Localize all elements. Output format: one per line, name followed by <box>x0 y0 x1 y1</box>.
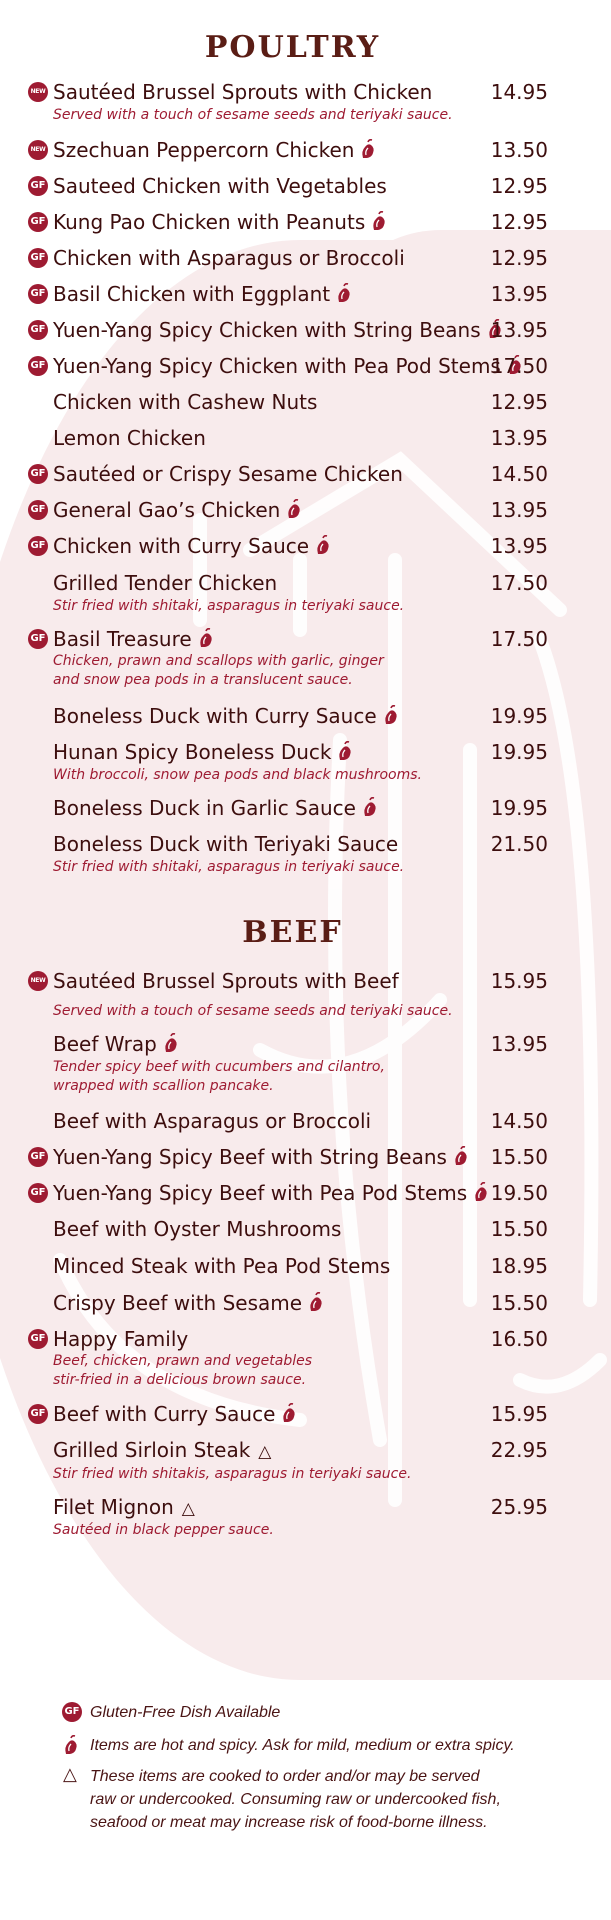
menu-item-description: With broccoli, snow pea pods and black mushrooms. <box>53 767 422 783</box>
menu-item-price: 14.95 <box>490 80 548 104</box>
gluten-free-icon: GF <box>28 320 48 340</box>
menu-item[interactable] <box>28 1144 568 1170</box>
gluten-free-icon: GF <box>28 1329 48 1349</box>
menu-item-name <box>53 831 398 857</box>
menu-item-name-text: Beef with Curry Sauce <box>53 1402 276 1426</box>
menu-item-name-text: Yuen-Yang Spicy Chicken with String Beans <box>53 318 481 342</box>
menu-item-name-text: Grilled Sirloin Steak <box>53 1438 251 1462</box>
menu-item-price: 15.50 <box>490 1291 548 1315</box>
menu-item-name <box>53 570 277 596</box>
chili-pepper-icon <box>163 1033 179 1053</box>
menu-item-name-text: Beef with Oyster Mushrooms <box>53 1217 342 1241</box>
menu-item-description: Stir fried with shitaki, asparagus in teriyaki sauce. <box>53 859 405 875</box>
menu-item[interactable] <box>28 1401 568 1427</box>
menu-item-price: 19.95 <box>490 740 548 764</box>
menu-item-name-text: Boneless Duck in Garlic Sauce <box>53 796 356 820</box>
gluten-free-icon: GF <box>28 284 48 304</box>
menu-item-name-text: Chicken with Curry Sauce <box>53 534 310 558</box>
menu-item-name <box>53 497 302 523</box>
legend-spicy-text: Items are hot and spicy. Ask for mild, medium or extra spicy. <box>90 1737 515 1754</box>
menu-item-description: Tender spicy beef with cucumbers and cilantro, wrapped with scallion pancake. <box>53 1059 385 1094</box>
menu-item-name <box>53 1144 469 1170</box>
menu-item-name-text: Kung Pao Chicken with Peanuts <box>53 210 366 234</box>
menu-item[interactable] <box>28 137 568 163</box>
menu-item[interactable] <box>28 1290 568 1316</box>
gluten-free-icon: GF <box>28 1183 48 1203</box>
menu-item[interactable] <box>28 173 568 199</box>
gluten-free-icon: GF <box>28 356 48 376</box>
menu-item-name <box>53 137 376 163</box>
menu-item-name-text: Crispy Beef with Sesame <box>53 1291 303 1315</box>
menu-item-name-text: Chicken with Cashew Nuts <box>53 390 318 414</box>
menu-item-name <box>53 353 523 379</box>
menu-item-name-text: Boneless Duck with Curry Sauce <box>53 704 377 728</box>
chili-pepper-icon <box>337 741 353 761</box>
menu-item[interactable] <box>28 461 568 487</box>
gluten-free-icon: GF <box>28 176 48 196</box>
menu-item[interactable] <box>28 1326 568 1352</box>
menu-item-name <box>53 281 352 307</box>
menu-item-price: 12.95 <box>490 210 548 234</box>
menu-item-name-text: Minced Steak with Pea Pod Stems <box>53 1254 391 1278</box>
menu-item[interactable] <box>28 1031 568 1057</box>
menu-item-description: Stir fried with shitaki, asparagus in teriyaki sauce. <box>53 598 405 614</box>
chili-pepper-icon <box>453 1146 469 1166</box>
menu-item-description: Stir fried with shitakis, asparagus in teriyaki sauce. <box>53 1466 412 1482</box>
menu-item[interactable] <box>28 626 568 652</box>
menu-item-name-text: Beef with Asparagus or Broccoli <box>53 1109 372 1133</box>
menu-item[interactable] <box>28 425 568 451</box>
menu-item[interactable] <box>28 353 568 379</box>
gluten-free-icon: GF <box>28 1404 48 1424</box>
menu-item-name-text: Sautéed Brussel Sprouts with Beef <box>53 969 399 993</box>
menu-item-name-text: Sautéed or Crispy Sesame Chicken <box>53 462 403 486</box>
menu-item-name <box>53 533 331 559</box>
menu-item-price: 17.50 <box>490 571 548 595</box>
menu-item-name <box>53 1326 188 1352</box>
legend-gluten-free-text: Gluten-Free Dish Available <box>90 1704 281 1721</box>
menu-item-name-text: Basil Chicken with Eggplant <box>53 282 331 306</box>
menu-item-price: 13.95 <box>490 282 548 306</box>
menu-item-price: 15.95 <box>490 969 548 993</box>
menu-item[interactable] <box>28 968 568 994</box>
menu-item-price: 12.95 <box>490 390 548 414</box>
menu-item-price: 21.50 <box>490 832 548 856</box>
gluten-free-icon: GF <box>28 500 48 520</box>
menu-item-price: 14.50 <box>490 462 548 486</box>
menu-item[interactable] <box>28 533 568 559</box>
menu-item-price: 15.50 <box>490 1217 548 1241</box>
menu-item-description: Beef, chicken, prawn and vegetables stir-fried in a delicious brown sauce. <box>53 1353 312 1388</box>
menu-item[interactable] <box>28 317 568 343</box>
menu-item-price: 25.95 <box>490 1495 548 1519</box>
warning-triangle-icon: △ <box>258 1442 272 1462</box>
menu-item[interactable] <box>28 1180 568 1206</box>
chili-pepper-icon <box>281 1403 297 1423</box>
menu-item-price: 13.50 <box>490 138 548 162</box>
chili-pepper-icon <box>473 1182 489 1202</box>
menu-item[interactable] <box>28 831 568 857</box>
menu-item-name-text: Szechuan Peppercorn Chicken <box>53 138 355 162</box>
menu-item-description: Served with a touch of sesame seeds and teriyaki sauce. <box>53 107 453 123</box>
menu-item-name <box>53 317 503 343</box>
new-badge-icon: NEW <box>28 971 48 991</box>
menu-item-name <box>53 795 378 821</box>
menu-item[interactable] <box>28 389 568 415</box>
menu-item-name-text: Filet Mignon <box>53 1495 174 1519</box>
chili-pepper-icon <box>336 283 352 303</box>
menu-item-price: 19.95 <box>490 704 548 728</box>
menu-item-price: 13.95 <box>490 426 548 450</box>
menu-item-name <box>53 1253 390 1279</box>
chili-pepper-icon <box>371 211 387 231</box>
menu-item-name-text: Happy Family <box>53 1327 189 1351</box>
menu-item-price: 14.50 <box>490 1109 548 1133</box>
menu-item-name-text: Yuen-Yang Spicy Beef with Pea Pod Stems <box>53 1181 468 1205</box>
menu-item-name <box>53 1290 324 1316</box>
menu-item-name-text: Basil Treasure <box>53 627 192 651</box>
menu-item-name-text: Grilled Tender Chicken <box>53 571 278 595</box>
menu-item[interactable] <box>28 1494 568 1520</box>
menu-item-name <box>53 209 387 235</box>
menu-item-name <box>53 968 399 994</box>
menu-item-name <box>53 1180 489 1206</box>
menu-item-price: 13.95 <box>490 498 548 522</box>
menu-item-name-text: Yuen-Yang Spicy Chicken with Pea Pod Stems <box>53 354 501 378</box>
menu-item[interactable] <box>28 1216 568 1242</box>
menu-item-price: 17.50 <box>490 354 548 378</box>
menu-item[interactable] <box>28 739 568 765</box>
new-badge-icon: NEW <box>28 82 48 102</box>
menu-item-name <box>53 739 353 765</box>
gluten-free-icon: GF <box>28 629 48 649</box>
menu-item-name-text: Yuen-Yang Spicy Beef with String Beans <box>53 1145 447 1169</box>
menu-item-name-text: Hunan Spicy Boneless Duck <box>53 740 332 764</box>
menu-item-price: 16.50 <box>490 1327 548 1351</box>
menu-item-name <box>53 1216 341 1242</box>
menu-item[interactable] <box>28 1437 568 1463</box>
menu-item[interactable] <box>28 703 568 729</box>
chili-pepper-icon <box>383 705 399 725</box>
menu-item-name <box>53 1494 195 1522</box>
chili-pepper-icon <box>362 797 378 817</box>
menu-item[interactable] <box>28 79 568 105</box>
warning-triangle-icon: △ <box>181 1499 195 1519</box>
gluten-free-icon: GF <box>28 536 48 556</box>
menu-item[interactable] <box>28 1253 568 1279</box>
menu-item-price: 15.50 <box>490 1145 548 1169</box>
menu-item-name-text: General Gao’s Chicken <box>53 498 281 522</box>
menu-item-name <box>53 461 403 487</box>
new-badge-icon: NEW <box>28 140 48 160</box>
chili-pepper-icon <box>360 139 376 159</box>
menu-item-name-text: Lemon Chicken <box>53 426 206 450</box>
chili-pepper-icon <box>198 628 214 648</box>
menu-item-name <box>53 425 206 451</box>
menu-item-name-text: Boneless Duck with Teriyaki Sauce <box>53 832 399 856</box>
menu-item[interactable] <box>28 281 568 307</box>
menu-item-price: 19.95 <box>490 796 548 820</box>
menu-item-name-text: Sautéed Brussel Sprouts with Chicken <box>53 80 433 104</box>
menu-item-price: 12.95 <box>490 246 548 270</box>
menu-item-price: 13.95 <box>490 1032 548 1056</box>
beef-section-title: BEEF <box>242 915 343 950</box>
chili-pepper-icon <box>286 499 302 519</box>
menu-item-price: 13.95 <box>490 534 548 558</box>
warning-triangle-icon: △ <box>63 1764 77 1785</box>
menu-item-description: Chicken, prawn and scallops with garlic, ginger and snow pea pods in a translucent sauce. <box>53 653 384 688</box>
menu-item-price: 15.95 <box>490 1402 548 1426</box>
gluten-free-icon: GF <box>28 464 48 484</box>
gluten-free-icon: GF <box>62 1702 82 1722</box>
menu-item-name <box>53 1401 297 1427</box>
menu-item-name <box>53 79 432 105</box>
chili-pepper-icon <box>63 1735 79 1755</box>
gluten-free-icon: GF <box>28 1147 48 1167</box>
gluten-free-icon: GF <box>28 248 48 268</box>
poultry-section-title: POULTRY <box>204 30 381 65</box>
menu-item-name <box>53 1437 271 1465</box>
menu-item-name-text: Sauteed Chicken with Vegetables <box>53 174 387 198</box>
menu-item-price: 17.50 <box>490 627 548 651</box>
legend-raw-text: These items are cooked to order and/or may be served raw or undercooked. Consuming raw or undercooked fish, seafood or meat may increase risk of food-borne illness. <box>90 1768 501 1831</box>
chili-pepper-icon <box>315 535 331 555</box>
menu-item-name <box>53 703 399 729</box>
menu-item-price: 12.95 <box>490 174 548 198</box>
menu-item-price: 18.95 <box>490 1254 548 1278</box>
menu-item-name-text: Chicken with Asparagus or Broccoli <box>53 246 405 270</box>
menu-item[interactable] <box>28 1108 568 1134</box>
menu-item[interactable] <box>28 795 568 821</box>
menu-item[interactable] <box>28 497 568 523</box>
chili-pepper-icon <box>308 1292 324 1312</box>
menu-item-description: Served with a touch of sesame seeds and teriyaki sauce. <box>53 1003 453 1019</box>
menu-item[interactable] <box>28 570 568 596</box>
menu-item-name-text: Beef Wrap <box>53 1032 157 1056</box>
menu-item-name <box>53 173 387 199</box>
gluten-free-icon: GF <box>28 212 48 232</box>
menu-item-name <box>53 626 214 652</box>
menu-item[interactable] <box>28 245 568 271</box>
menu-item-price: 22.95 <box>490 1438 548 1462</box>
menu-item-name <box>53 389 317 415</box>
menu-item-name <box>53 245 405 271</box>
menu-item-description: Sautéed in black pepper sauce. <box>53 1522 274 1538</box>
menu-item[interactable] <box>28 209 568 235</box>
menu-item-price: 13.95 <box>490 318 548 342</box>
menu-item-price: 19.50 <box>490 1181 548 1205</box>
menu-item-name <box>53 1108 371 1134</box>
menu-item-name <box>53 1031 179 1057</box>
